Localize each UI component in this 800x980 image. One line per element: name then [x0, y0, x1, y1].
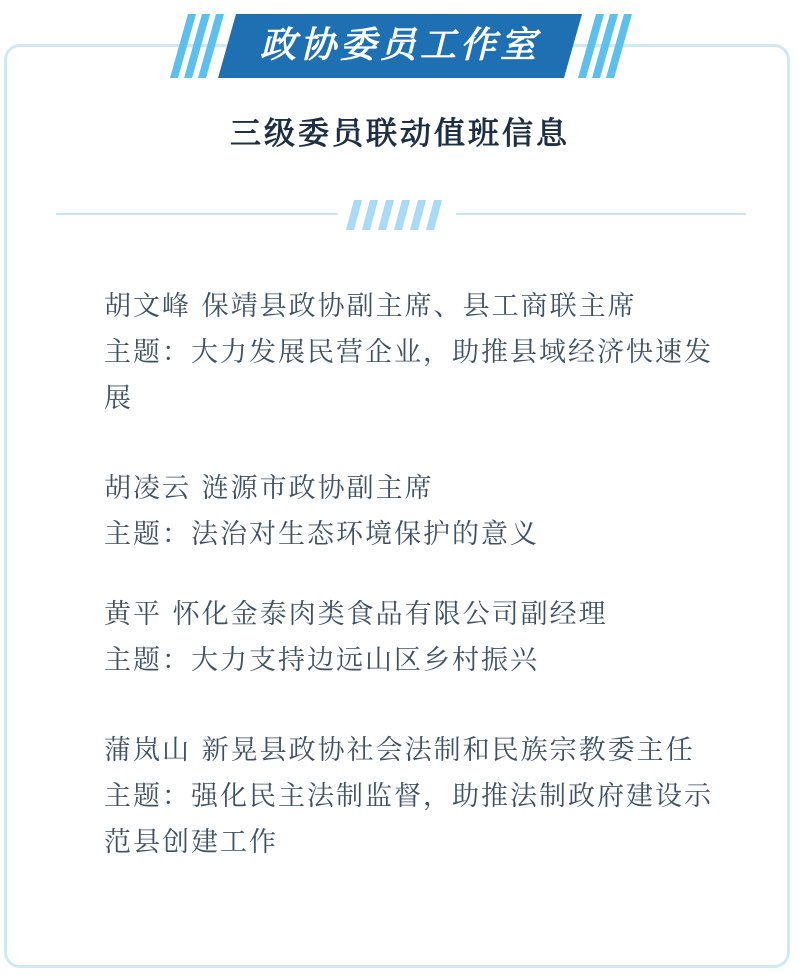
title-banner	[160, 14, 640, 78]
member-name-title: 胡凌云 涟源市政协副主席	[104, 473, 434, 504]
duty-topic: 主题：强化民主法制监督，助推法制政府建设示范县创建工作	[104, 781, 713, 858]
member-name-title: 蒲岚山 新晃县政协社会法制和民族宗教委主任	[104, 735, 695, 766]
member-name-title: 黄平 怀化金泰肉类食品有限公司副经理	[104, 599, 608, 630]
list-item	[104, 466, 724, 558]
section-divider	[56, 196, 746, 236]
list-item	[104, 284, 724, 422]
duty-list	[104, 284, 724, 866]
duty-topic: 主题：大力发展民营企业，助推县域经济快速发展	[104, 337, 713, 414]
duty-topic: 主题：大力支持边远山区乡村振兴	[104, 645, 539, 676]
list-item	[104, 728, 724, 866]
page-subtitle: 三级委员联动值班信息	[230, 116, 570, 152]
list-item	[104, 592, 724, 684]
page-title: 政协委员工作室	[259, 24, 540, 66]
duty-topic: 主题：法治对生态环境保护的意义	[104, 519, 539, 550]
member-name-title: 胡文峰 保靖县政协副主席、县工商联主席	[104, 291, 637, 322]
